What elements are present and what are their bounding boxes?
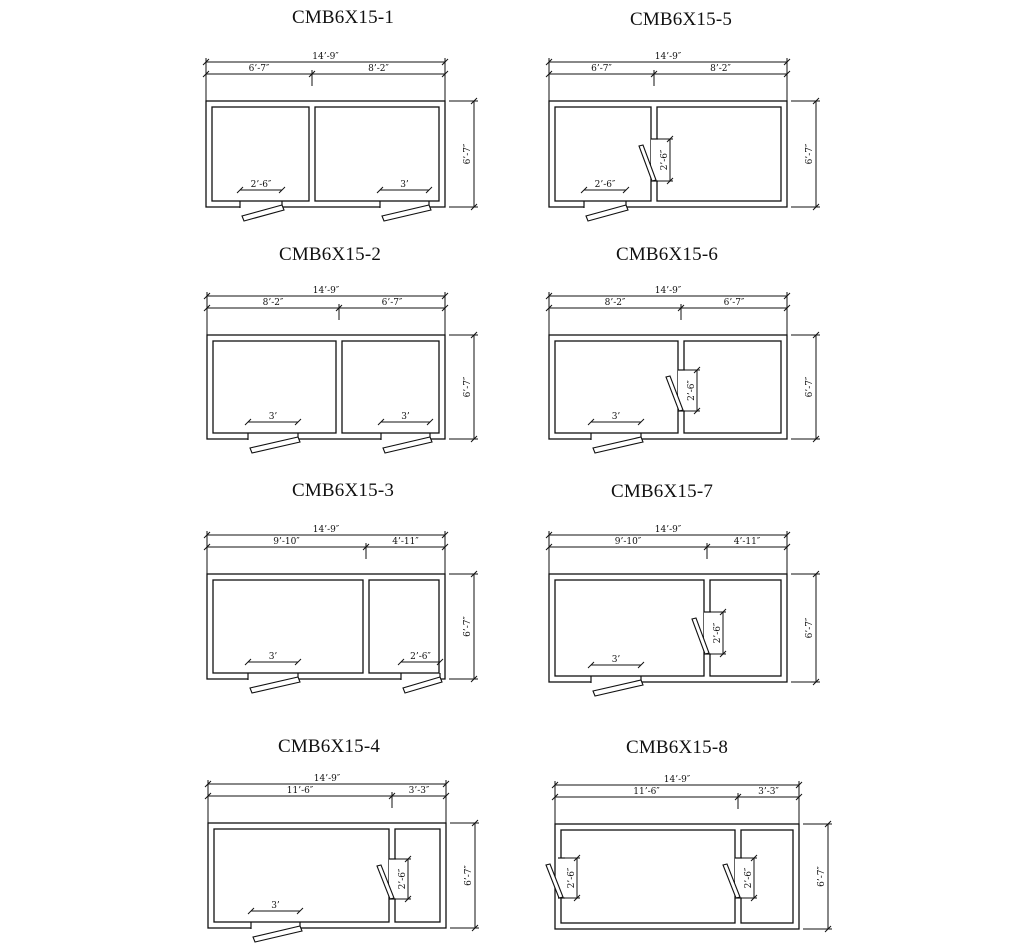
dim-height-label: 6’-7″ (805, 376, 815, 398)
door-width-label: 3’ (401, 412, 410, 422)
dim-height-label: 6’-7″ (464, 865, 474, 886)
dim-height-label: 6’-7″ (463, 616, 473, 637)
dim-right-label: 3’-3″ (758, 787, 779, 797)
door-width-label: 3’ (271, 901, 280, 911)
room-right-inner (684, 341, 781, 433)
plan-title-4: CMB6X15-4 (277, 736, 381, 757)
plan-title-3: CMB6X15-3 (291, 480, 395, 501)
plan-2 (546, 52, 820, 221)
dim-right-label: 3’-3″ (408, 786, 430, 796)
plan-8 (546, 775, 832, 932)
plan-4 (546, 286, 820, 453)
dim-left-label: 6’-7″ (591, 64, 612, 74)
plan-title-7: CMB6X15-7 (610, 481, 714, 502)
plan-5 (204, 525, 478, 693)
dim-right-label: 4’-11″ (733, 537, 761, 547)
dim-left-label: 11’-6″ (633, 787, 660, 797)
outer-wall (207, 335, 445, 439)
dim-total-label: 14’-9″ (654, 52, 682, 62)
room-left-inner (214, 829, 389, 922)
partition-door-label: 2’-6″ (713, 622, 723, 644)
door-width-label: 2’-6″ (250, 180, 272, 190)
dim-total-label: 14’-9″ (313, 774, 341, 784)
door-width-label: 2’-6″ (410, 652, 431, 662)
outer-wall (549, 574, 787, 682)
dim-height-label: 6’-7″ (805, 617, 815, 639)
door-width-label: 3’ (611, 412, 621, 422)
plan-7 (205, 774, 479, 942)
door-width-label: 3’ (611, 655, 621, 665)
plan-6 (546, 525, 820, 696)
dim-total-label: 14’-9″ (312, 52, 339, 62)
dim-left-label: 8’-2″ (262, 298, 284, 308)
door-width-label: 3’ (268, 412, 278, 422)
door-width-label: 3’ (400, 180, 409, 190)
dim-left-label: 6’-7″ (248, 64, 270, 74)
partition-door-label: 2’-6″ (567, 867, 577, 889)
dim-left-label: 8’-2″ (604, 298, 626, 308)
door-width-label: 3’ (268, 652, 278, 662)
room-right-inner (342, 341, 439, 433)
dim-left-label: 9’-10″ (273, 537, 300, 547)
outer-wall (555, 824, 799, 929)
dim-height-label: 6’-7″ (463, 143, 473, 165)
dim-height-label: 6’-7″ (463, 376, 473, 398)
partition-door-label: 2’-6″ (687, 380, 697, 401)
dim-height-label: 6’-7″ (805, 143, 815, 165)
dim-right-label: 6’-7″ (723, 298, 745, 308)
partition-door-label: 2’-6″ (660, 149, 670, 171)
dim-total-label: 14’-9″ (654, 525, 682, 535)
plan-title-6: CMB6X15-6 (615, 244, 719, 265)
room-left-inner (561, 830, 735, 923)
door-width-label: 2’-6″ (594, 180, 616, 190)
dim-total-label: 14’-9″ (654, 286, 682, 296)
dim-right-label: 8’-2″ (710, 64, 731, 74)
dim-left-label: 11’-6″ (286, 786, 314, 796)
outer-wall (549, 335, 787, 439)
dim-total-label: 14’-9″ (663, 775, 691, 785)
plan-title-8: CMB6X15-8 (625, 737, 729, 758)
dim-right-label: 8’-2″ (368, 64, 389, 74)
dim-total-label: 14’-9″ (312, 525, 340, 535)
room-right-inner (657, 107, 781, 201)
partition-door-label: 2’-6″ (398, 868, 408, 890)
plan-title-5: CMB6X15-5 (629, 9, 733, 30)
plan-title-1: CMB6X15-1 (291, 7, 395, 28)
outer-wall (207, 574, 445, 679)
plan-1 (203, 52, 478, 221)
room-left-inner (555, 580, 704, 676)
dim-height-label: 6’-7″ (817, 866, 827, 887)
room-left-inner (213, 580, 363, 673)
partition-door-label: 2’-6″ (744, 867, 754, 889)
dim-right-label: 6’-7″ (381, 298, 403, 308)
dim-left-label: 9’-10″ (614, 537, 642, 547)
plan-3 (204, 286, 478, 453)
outer-wall (206, 101, 445, 207)
plan-title-2: CMB6X15-2 (278, 244, 382, 265)
room-right-inner (315, 107, 439, 201)
dim-right-label: 4’-11″ (392, 537, 419, 547)
outer-wall (208, 823, 446, 928)
dim-total-label: 14’-9″ (312, 286, 340, 296)
